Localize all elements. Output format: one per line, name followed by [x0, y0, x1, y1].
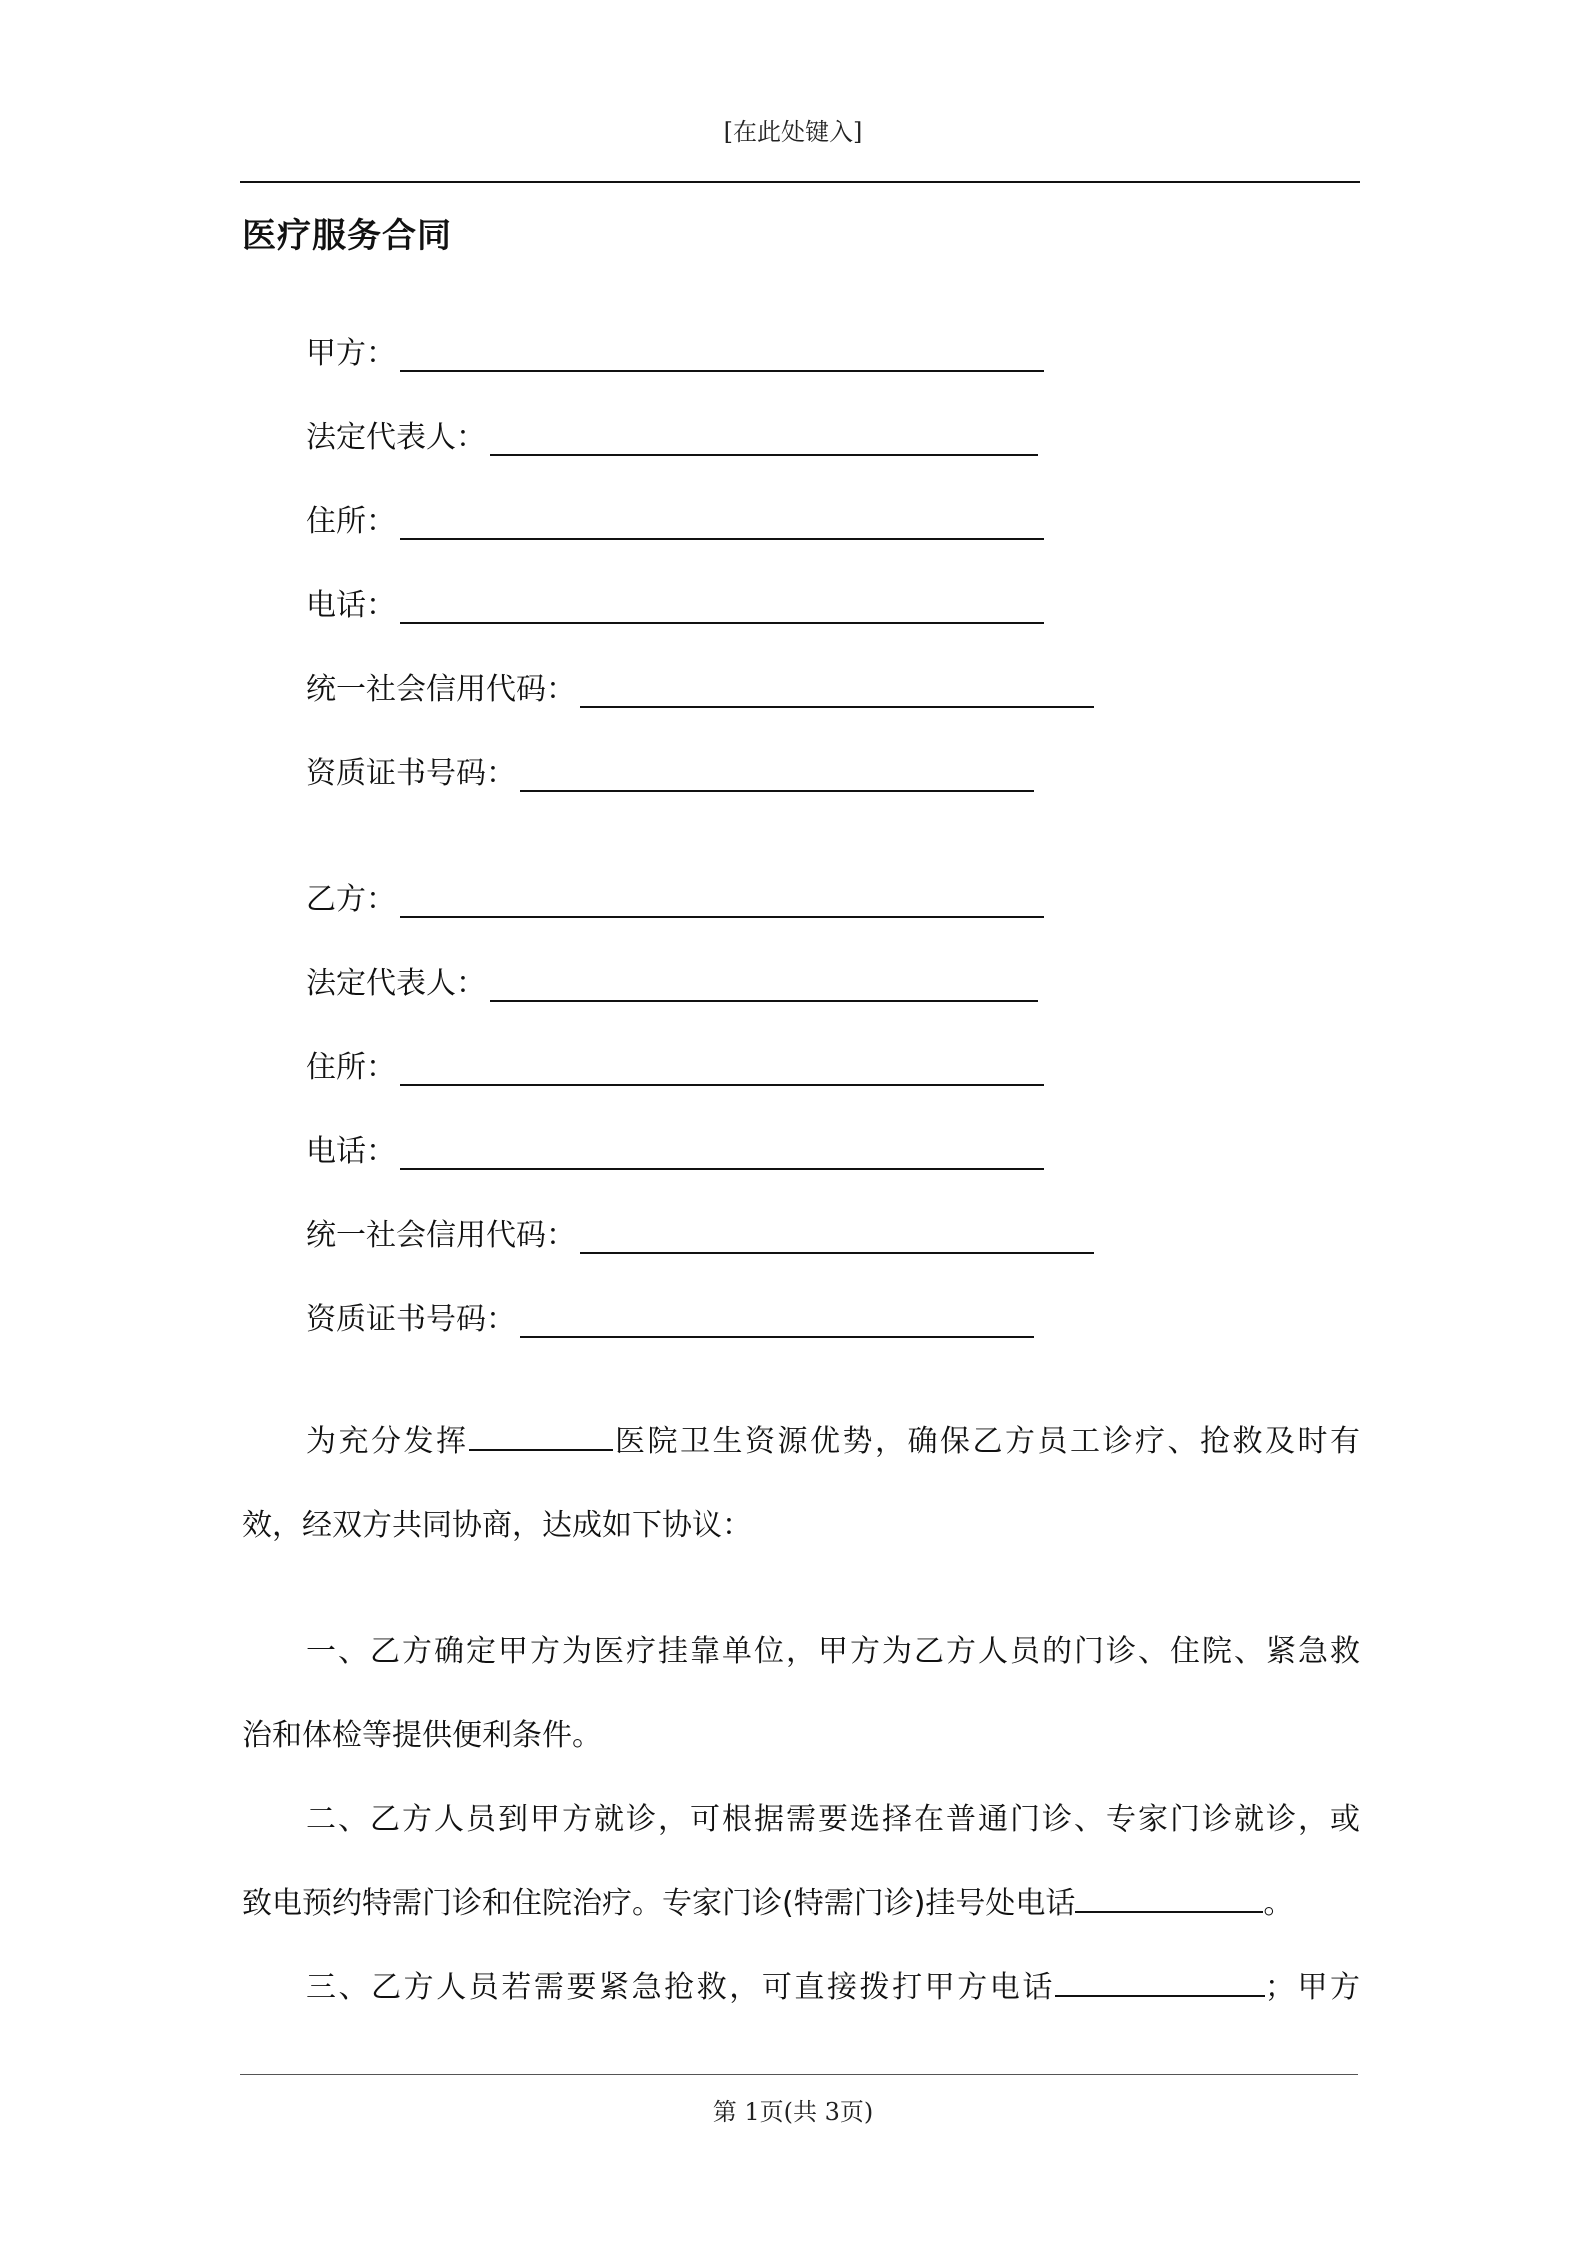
party-a-name-label: 甲方：: [306, 336, 396, 371]
header-divider: [240, 181, 1360, 183]
party-b-address-label: 住所：: [306, 1050, 396, 1085]
page-header: [在此处键入]: [723, 118, 863, 146]
party-a-cert-blank[interactable]: [520, 754, 1034, 792]
specialist-phone-blank[interactable]: [1075, 1879, 1263, 1913]
party-a-name-field: [306, 330, 1044, 374]
party-a-phone-blank[interactable]: [400, 586, 1044, 624]
intro-text-b: 医院卫生资源优势，确保乙方员工诊疗、抢救及时有: [612, 1424, 1360, 1459]
party-a-credit-code-blank[interactable]: [580, 670, 1094, 708]
party-a-cert-field: [306, 750, 1034, 794]
party-a-credit-code-label: 统一社会信用代码：: [306, 672, 576, 707]
intro-line-2: 效，经双方共同协商，达成如下协议：: [242, 1508, 752, 1543]
party-a-name-blank[interactable]: [400, 334, 1044, 372]
party-b-phone-field: [306, 1128, 1044, 1172]
clause-2-line-2: [242, 1862, 1360, 1946]
party-a-address-blank[interactable]: [400, 502, 1044, 540]
page-footer: 第 1页(共 3页): [712, 2098, 874, 2126]
party-a-rep-blank[interactable]: [490, 418, 1038, 456]
party-a-address-label: 住所：: [306, 504, 396, 539]
party-b-phone-blank[interactable]: [400, 1132, 1044, 1170]
clause-2-text-b: 。: [1263, 1886, 1294, 1921]
clause-3-line-1: [242, 1946, 1360, 2030]
party-b-name-blank[interactable]: [400, 880, 1044, 918]
party-a-credit-code-field: [306, 666, 1094, 710]
party-b-cert-field: [306, 1296, 1034, 1340]
clause-1-line-1: 一、乙方确定甲方为医疗挂靠单位，甲方为乙方人员的门诊、住院、紧急救: [306, 1634, 1360, 1669]
party-a-cert-label: 资质证书号码：: [306, 756, 516, 791]
party-a-address-field: [306, 498, 1044, 542]
footer-divider: [240, 2074, 1358, 2075]
party-a-phone-field: [306, 582, 1044, 626]
party-a-rep-field: [306, 414, 1038, 458]
party-b-rep-blank[interactable]: [490, 964, 1038, 1002]
party-a-phone-label: 电话：: [306, 588, 396, 623]
hospital-name-blank[interactable]: [469, 1417, 613, 1451]
clause-1-line-2: 治和体检等提供便利条件。: [242, 1718, 602, 1753]
party-b-rep-field: [306, 960, 1038, 1004]
party-b-phone-label: 电话：: [306, 1134, 396, 1169]
party-b-rep-label: 法定代表人：: [306, 966, 486, 1001]
clause-3-text-b: ；甲方: [1264, 1970, 1361, 2005]
clause-2-text-a: 致电预约特需门诊和住院治疗。专家门诊(特需门诊)挂号处电话: [242, 1886, 1076, 1921]
clause-3-text-a: 三、乙方人员若需要紧急抢救，可直接拨打甲方电话: [306, 1970, 1055, 2005]
emergency-phone-blank[interactable]: [1055, 1963, 1265, 1997]
party-b-cert-label: 资质证书号码：: [306, 1302, 516, 1337]
party-b-credit-code-label: 统一社会信用代码：: [306, 1218, 576, 1253]
intro-text-a: 为充分发挥: [306, 1424, 469, 1459]
party-b-name-field: [306, 876, 1044, 920]
intro-line-1: [242, 1400, 1360, 1484]
party-b-name-label: 乙方：: [306, 882, 396, 917]
document-title: 医疗服务合同: [242, 216, 452, 256]
party-b-credit-code-blank[interactable]: [580, 1216, 1094, 1254]
party-a-rep-label: 法定代表人：: [306, 420, 486, 455]
party-b-address-blank[interactable]: [400, 1048, 1044, 1086]
clause-2-line-1: 二、乙方人员到甲方就诊，可根据需要选择在普通门诊、专家门诊就诊，或: [306, 1802, 1360, 1837]
party-b-cert-blank[interactable]: [520, 1300, 1034, 1338]
party-b-address-field: [306, 1044, 1044, 1088]
party-b-credit-code-field: [306, 1212, 1094, 1256]
